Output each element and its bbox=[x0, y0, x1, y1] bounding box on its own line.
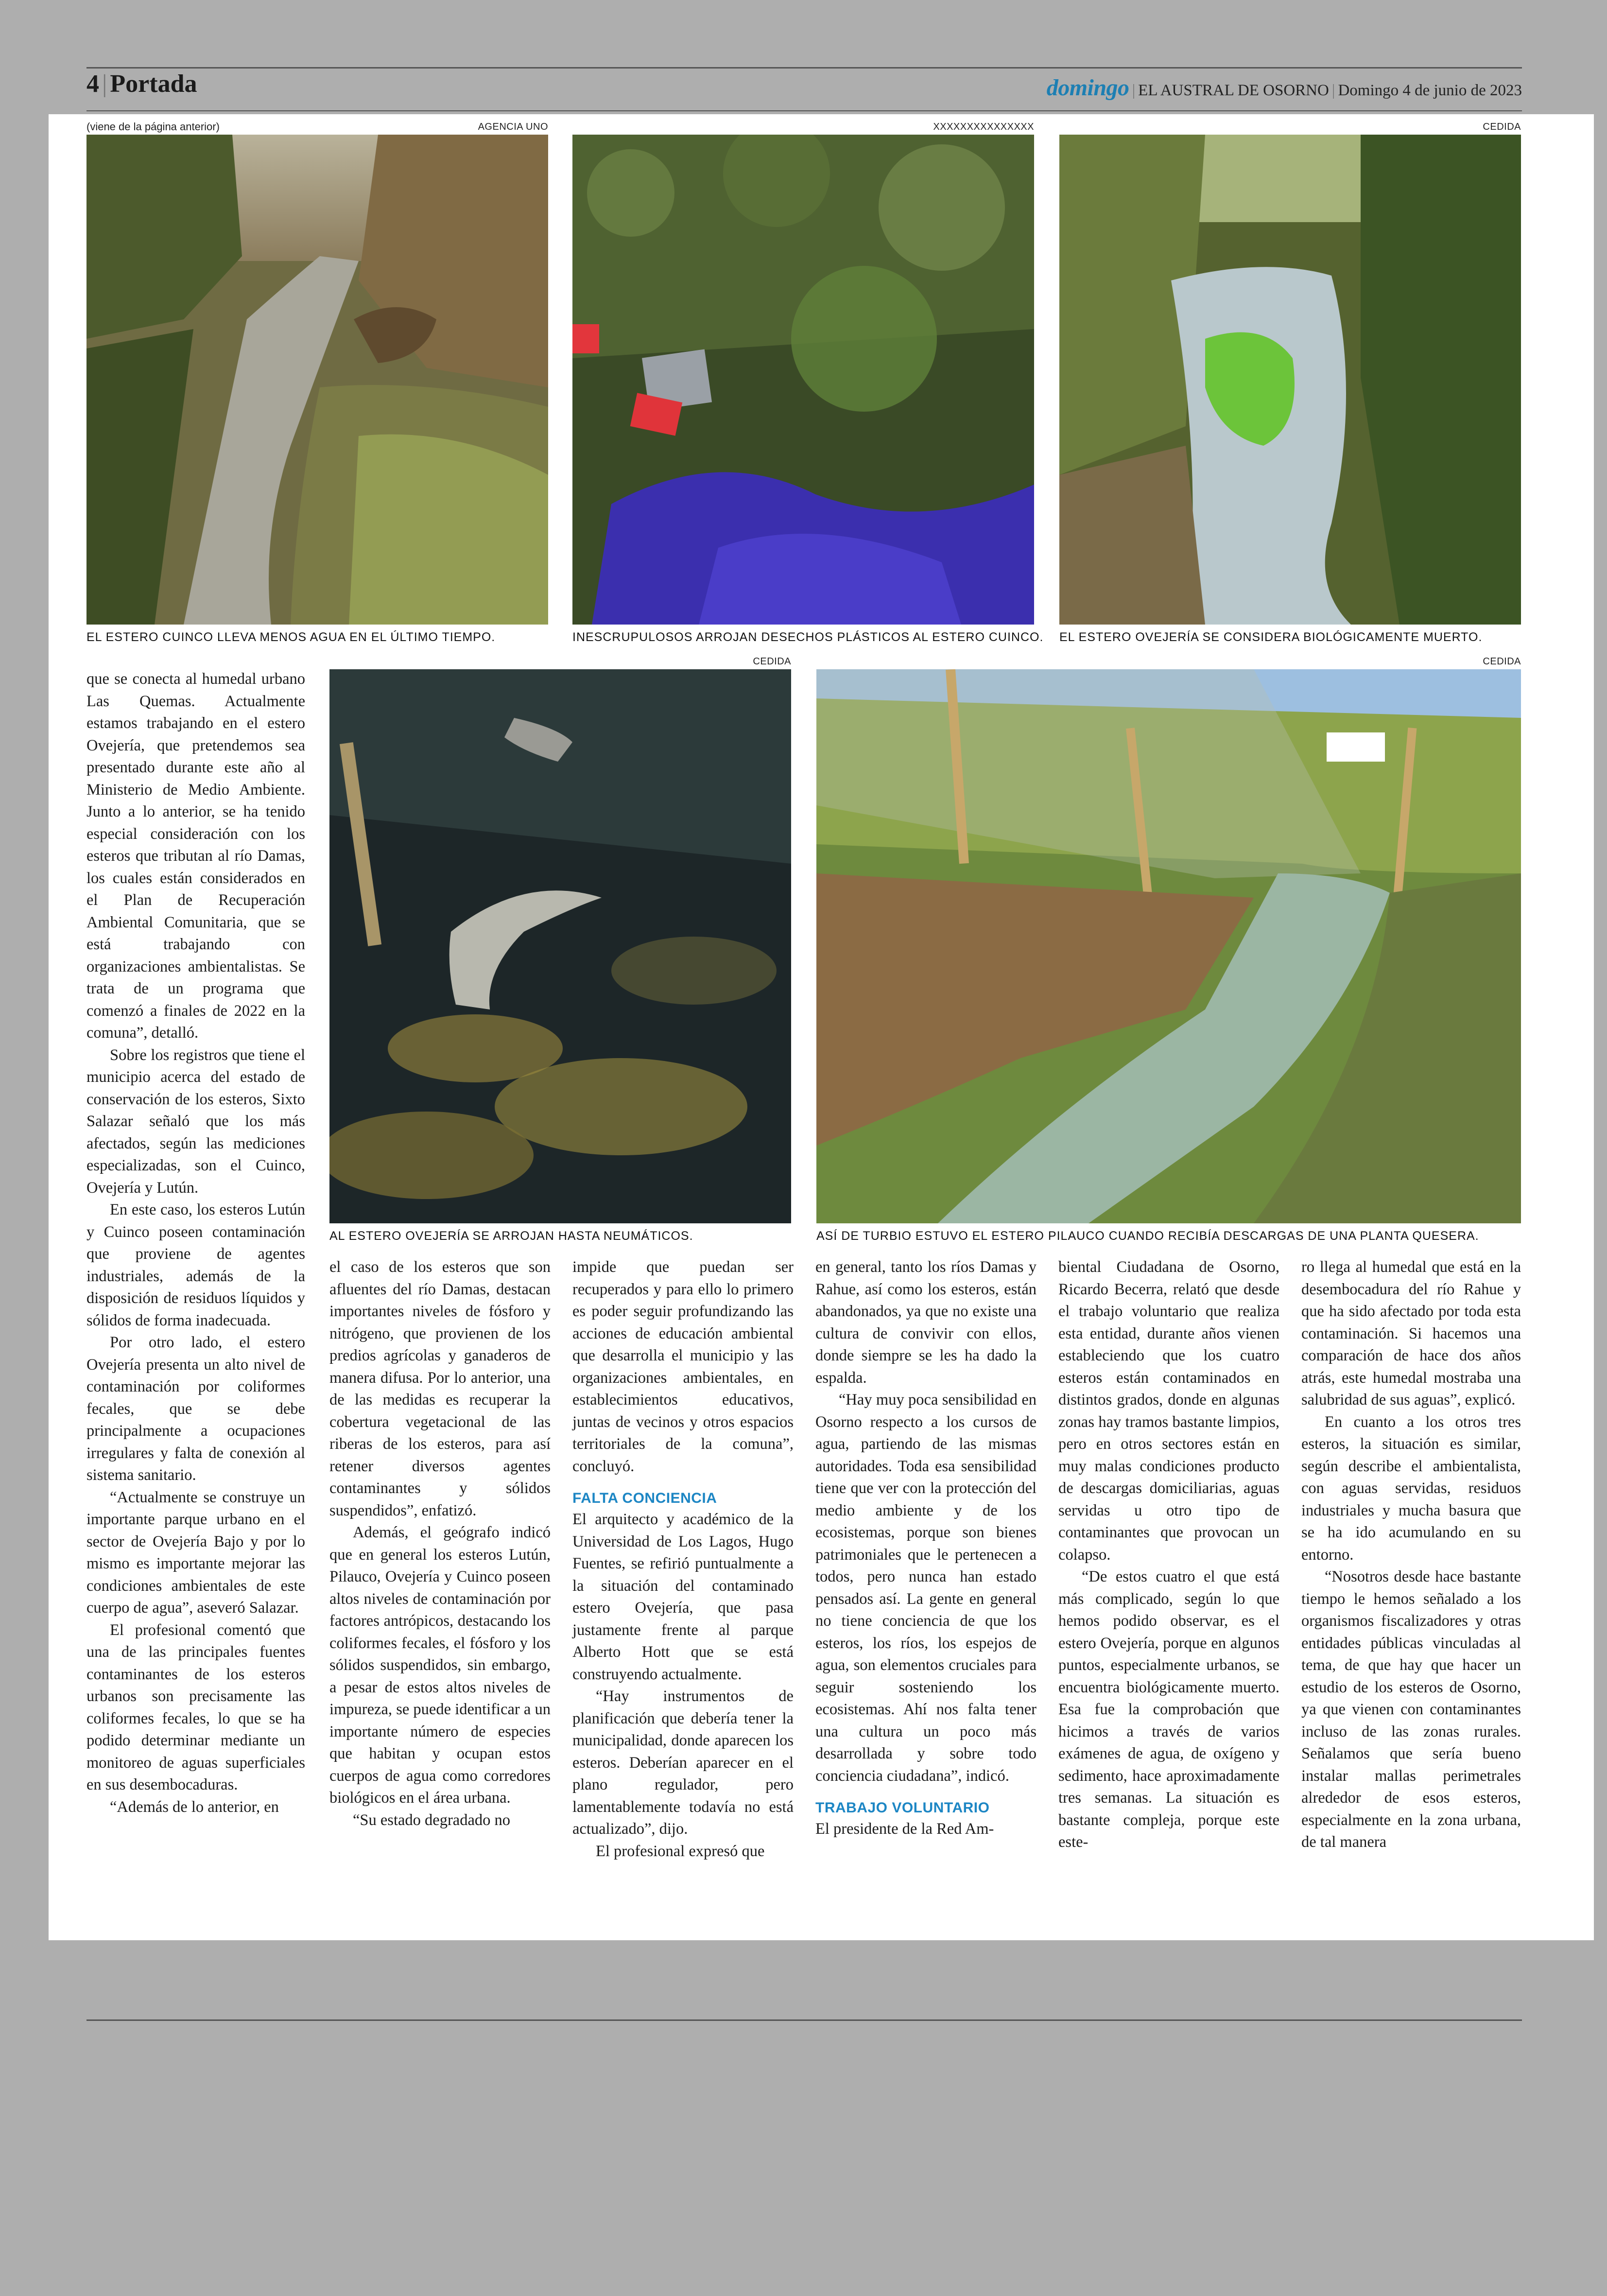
issue-date: Domingo 4 de junio de 2023 bbox=[1338, 82, 1522, 99]
newspaper-name: EL AUSTRAL DE OSORNO bbox=[1138, 82, 1329, 99]
photo-credit: CEDIDA bbox=[753, 656, 791, 667]
paragraph: “Nosotros desde hace bastante tiempo le hemos señalado a los organismos fiscalizadores y otras entidades públicas vinculadas al tema, de que hay que hacer un estudio de los esteros de Osorno, ya que vienen con contaminantes incluso de las zonas rurales. Señalamos que sería bueno instalar mallas perimetrales alrededor de esos esteros, especialmente en la zona urbana, de tal manera bbox=[1301, 1568, 1521, 1851]
paragraph: “Actualmente se construye un importante parque urbano en el sector de Ovejería Bajo y por lo mismo es importante mejorar las condiciones ambientales de este cuerpo de agua”, aseveró Salazar. bbox=[86, 1488, 305, 1617]
subheading-falta-conciencia: FALTA CONCIENCIA bbox=[572, 1490, 717, 1506]
paragraph: Por otro lado, el estero Ovejería presenta un alto nivel de contaminación por coliformes fecales, que se debe principalmente a ocupaciones irregulares y falta de conexión al sistema sanitario. bbox=[86, 1334, 305, 1484]
photo-tire-ovejeria bbox=[329, 669, 791, 1223]
photo-caption: ASÍ DE TURBIO ESTUVO EL ESTERO PILAUCO CUANDO RECIBÍA DESCARGAS DE UNA PLANTA QUESERA. bbox=[816, 1229, 1479, 1243]
photo-caption: INESCRUPULOSOS ARROJAN DESECHOS PLÁSTICOS AL ESTERO CUINCO. bbox=[572, 630, 1044, 644]
article-column-6 bbox=[1301, 1256, 1521, 1854]
paragraph: el caso de los esteros que son afluentes del río Damas, destacan importantes niveles de fósforo y nitrógeno, que provienen de los predios agrícolas y ganaderos de manera difusa. Por lo anterior, una de las medidas es recuperar la cobertura vegetacional de las riberas de los esteros, para así retener diversos agentes contaminantes y sólidos suspendidos”, enfatizó. bbox=[329, 1258, 551, 1519]
paragraph: “De estos cuatro el que está más complicado, según lo que hemos podido observar, es el estero Ovejería, porque en algunos puntos, especialmente urbanos, se encuentra biológicamente muerto. Esa fue la comprobación que hicimos a través de varios exámenes de agua, de oxígeno y sedimento, hace aproximadamente tres semanas. La situación es bastante compleja, porque este este- bbox=[1058, 1568, 1279, 1851]
photo-credit: CEDIDA bbox=[1483, 656, 1521, 667]
paragraph: ro llega al humedal que está en la desembocadura del río Rahue y que ha sido afectado por toda esta contaminación. Si hacemos una comparación de hace dos años atrás, este humedal mostraba una salubridad de sus aguas”, explicó. bbox=[1301, 1258, 1521, 1409]
paragraph: biental Ciudadana de Osorno, Ricardo Becerra, relató que desde el trabajo voluntario que realiza esta entidad, durante años vienen estableciendo que los cuatro esteros están contaminados en distintos grados, donde en algunas zonas hay tramos bastante limpios, pero en otros sectores están en muy malas condiciones producto de descargas domiciliarias, aguas servidas u otro tipo de contaminantes que provocan un colapso. bbox=[1058, 1258, 1279, 1564]
brand-logo: domingo bbox=[1046, 75, 1129, 101]
photo-credit: XXXXXXXXXXXXXXX bbox=[933, 122, 1034, 132]
paragraph: El arquitecto y académico de la Universidad de Los Lagos, Hugo Fuentes, se refirió puntualmente a la situación del contaminado estero Ovejería, que pasa justamente frente al parque Alberto Hott que se está construyendo actualmente. bbox=[572, 1511, 794, 1683]
footer-rule bbox=[86, 2019, 1522, 2021]
article-column-2 bbox=[329, 1256, 551, 1831]
article-column-1 bbox=[86, 668, 305, 1818]
photo-caption: EL ESTERO CUINCO LLEVA MENOS AGUA EN EL ÚLTIMO TIEMPO. bbox=[86, 630, 496, 644]
page-label: 4 | Portada bbox=[86, 70, 197, 98]
paragraph: “Su estado degradado no bbox=[353, 1811, 511, 1829]
continued-note: (viene de la página anterior) bbox=[86, 121, 220, 133]
section-name: Portada bbox=[110, 70, 197, 98]
photo-caption: AL ESTERO OVEJERÍA SE ARROJAN HASTA NEUMÁTICOS. bbox=[329, 1229, 693, 1243]
paragraph: El profesional expresó que bbox=[596, 1842, 765, 1860]
page-number: 4 bbox=[86, 70, 99, 98]
paragraph: impide que puedan ser recuperados y para ello lo primero es poder seguir profundizando las acciones de educación ambiental que desarrolla el municipio y las organizaciones ambientales, en establecimientos educativos, juntas de vecinos y otros espacios territoriales de la comuna”, concluyó. bbox=[572, 1258, 794, 1475]
page-header bbox=[86, 67, 1522, 113]
paragraph: Sobre los registros que tiene el municipio acerca del estado de conservación de los esteros, Sixto Salazar señaló que los más afectados, según las mediciones especializadas, son el Cuinco, Ovejería y Lutún. bbox=[86, 1046, 305, 1197]
subheading-trabajo-voluntario: TRABAJO VOLUNTARIO bbox=[815, 1800, 990, 1816]
article-column-5 bbox=[1058, 1256, 1279, 1854]
photo-plastic-waste bbox=[572, 135, 1034, 625]
paragraph: El profesional comentó que una de las principales fuentes contaminantes de los esteros urbanos son precisamente las coliformes fecales, lo que se ha podido determinar mediante un monitoreo de aguas superficiales en sus desembocaduras. bbox=[86, 1621, 305, 1793]
paragraph: “Hay instrumentos de planificación que debería tener la municipalidad, donde aparecen los esteros. Deberían aparecer en el plano regulador, pero lamentablemente todavía no está actualizado”, dijo. bbox=[572, 1687, 794, 1838]
photo-estero-pilauco bbox=[816, 669, 1521, 1223]
paragraph: “Además de lo anterior, en bbox=[110, 1798, 279, 1816]
paragraph: En cuanto a los otros tres esteros, la situación es similar, según describe el ambientalista, con aguas servidas, residuos industriales y mucha basura que se ha ido acumulando en su entorno. bbox=[1301, 1413, 1521, 1564]
photo-estero-ovejeria bbox=[1059, 135, 1521, 625]
article-column-4 bbox=[815, 1256, 1037, 1841]
header-rule bbox=[86, 110, 1522, 111]
photo-credit: AGENCIA UNO bbox=[478, 122, 548, 132]
photo-caption: EL ESTERO OVEJERÍA SE CONSIDERA BIOLÓGICAMENTE MUERTO. bbox=[1059, 630, 1483, 644]
paragraph: Además, el geógrafo indicó que en general los esteros Lutún, Pilauco, Ovejería y Cuinco poseen altos niveles de contaminación por factores antrópicos, destacando los coliformes fecales, el fósforo y los sólidos suspendidos, sin embargo, a pesar de estos altos niveles de impureza, se puede identificar a un importante número de especies que habitan y ocupan estos cuerpos de agua como corredores biológicos en el área urbana. bbox=[329, 1524, 551, 1807]
photo-estero-cuinco bbox=[86, 135, 548, 625]
paragraph: que se conecta al humedal urbano Las Quemas. Actualmente estamos trabajando en el estero Ovejería, que pretendemos sea presentado durante este año al Ministerio de Medio Ambiente. Junto a lo anterior, se ha tenido especial consideración con los esteros que tributan al río Damas, los cuales están considerados en el Plan de Recuperación Ambiental Comunitaria, que se está trabajando con organizaciones ambientalistas. Se trata de un programa que comenzó a finales de 2022 en la comuna”, detalló. bbox=[86, 670, 305, 1042]
paragraph: en general, tanto los ríos Damas y Rahue, así como los esteros, están abandonados, ya que no existe una cultura de convivir con ellos, donde siempre se les ha dado la espalda. bbox=[815, 1258, 1037, 1387]
paragraph: El presidente de la Red Am- bbox=[815, 1820, 994, 1838]
article-page bbox=[49, 114, 1594, 1940]
article-column-3 bbox=[572, 1256, 794, 1862]
paragraph: En este caso, los esteros Lutún y Cuinco poseen contaminación que proviene de agentes industriales, además de la disposición de residuos líquidos y sólidos de forma inadecuada. bbox=[86, 1201, 305, 1329]
photo-credit: CEDIDA bbox=[1483, 122, 1521, 132]
paragraph: “Hay muy poca sensibilidad en Osorno respecto a los cursos de agua, partiendo de las mismas autoridades. Toda esa sensibilidad tiene que ver con la protección del medio ambiente y de los ecosistemas, porque son bienes patrimoniales que le pertenecen a todos, pero nunca han estado pensados así. La gente en general no tiene conciencia de que los esteros, los ríos, los espejos de agua, son elementos cruciales para seguir sosteniendo los ecosistemas. Ahí nos falta tener una cultura un poco más desarrollada y sobre todo conciencia ciudadana”, indicó. bbox=[815, 1391, 1037, 1785]
masthead: domingo | EL AUSTRAL DE OSORNO | Domingo 4 de junio de 2023 bbox=[1046, 75, 1522, 101]
